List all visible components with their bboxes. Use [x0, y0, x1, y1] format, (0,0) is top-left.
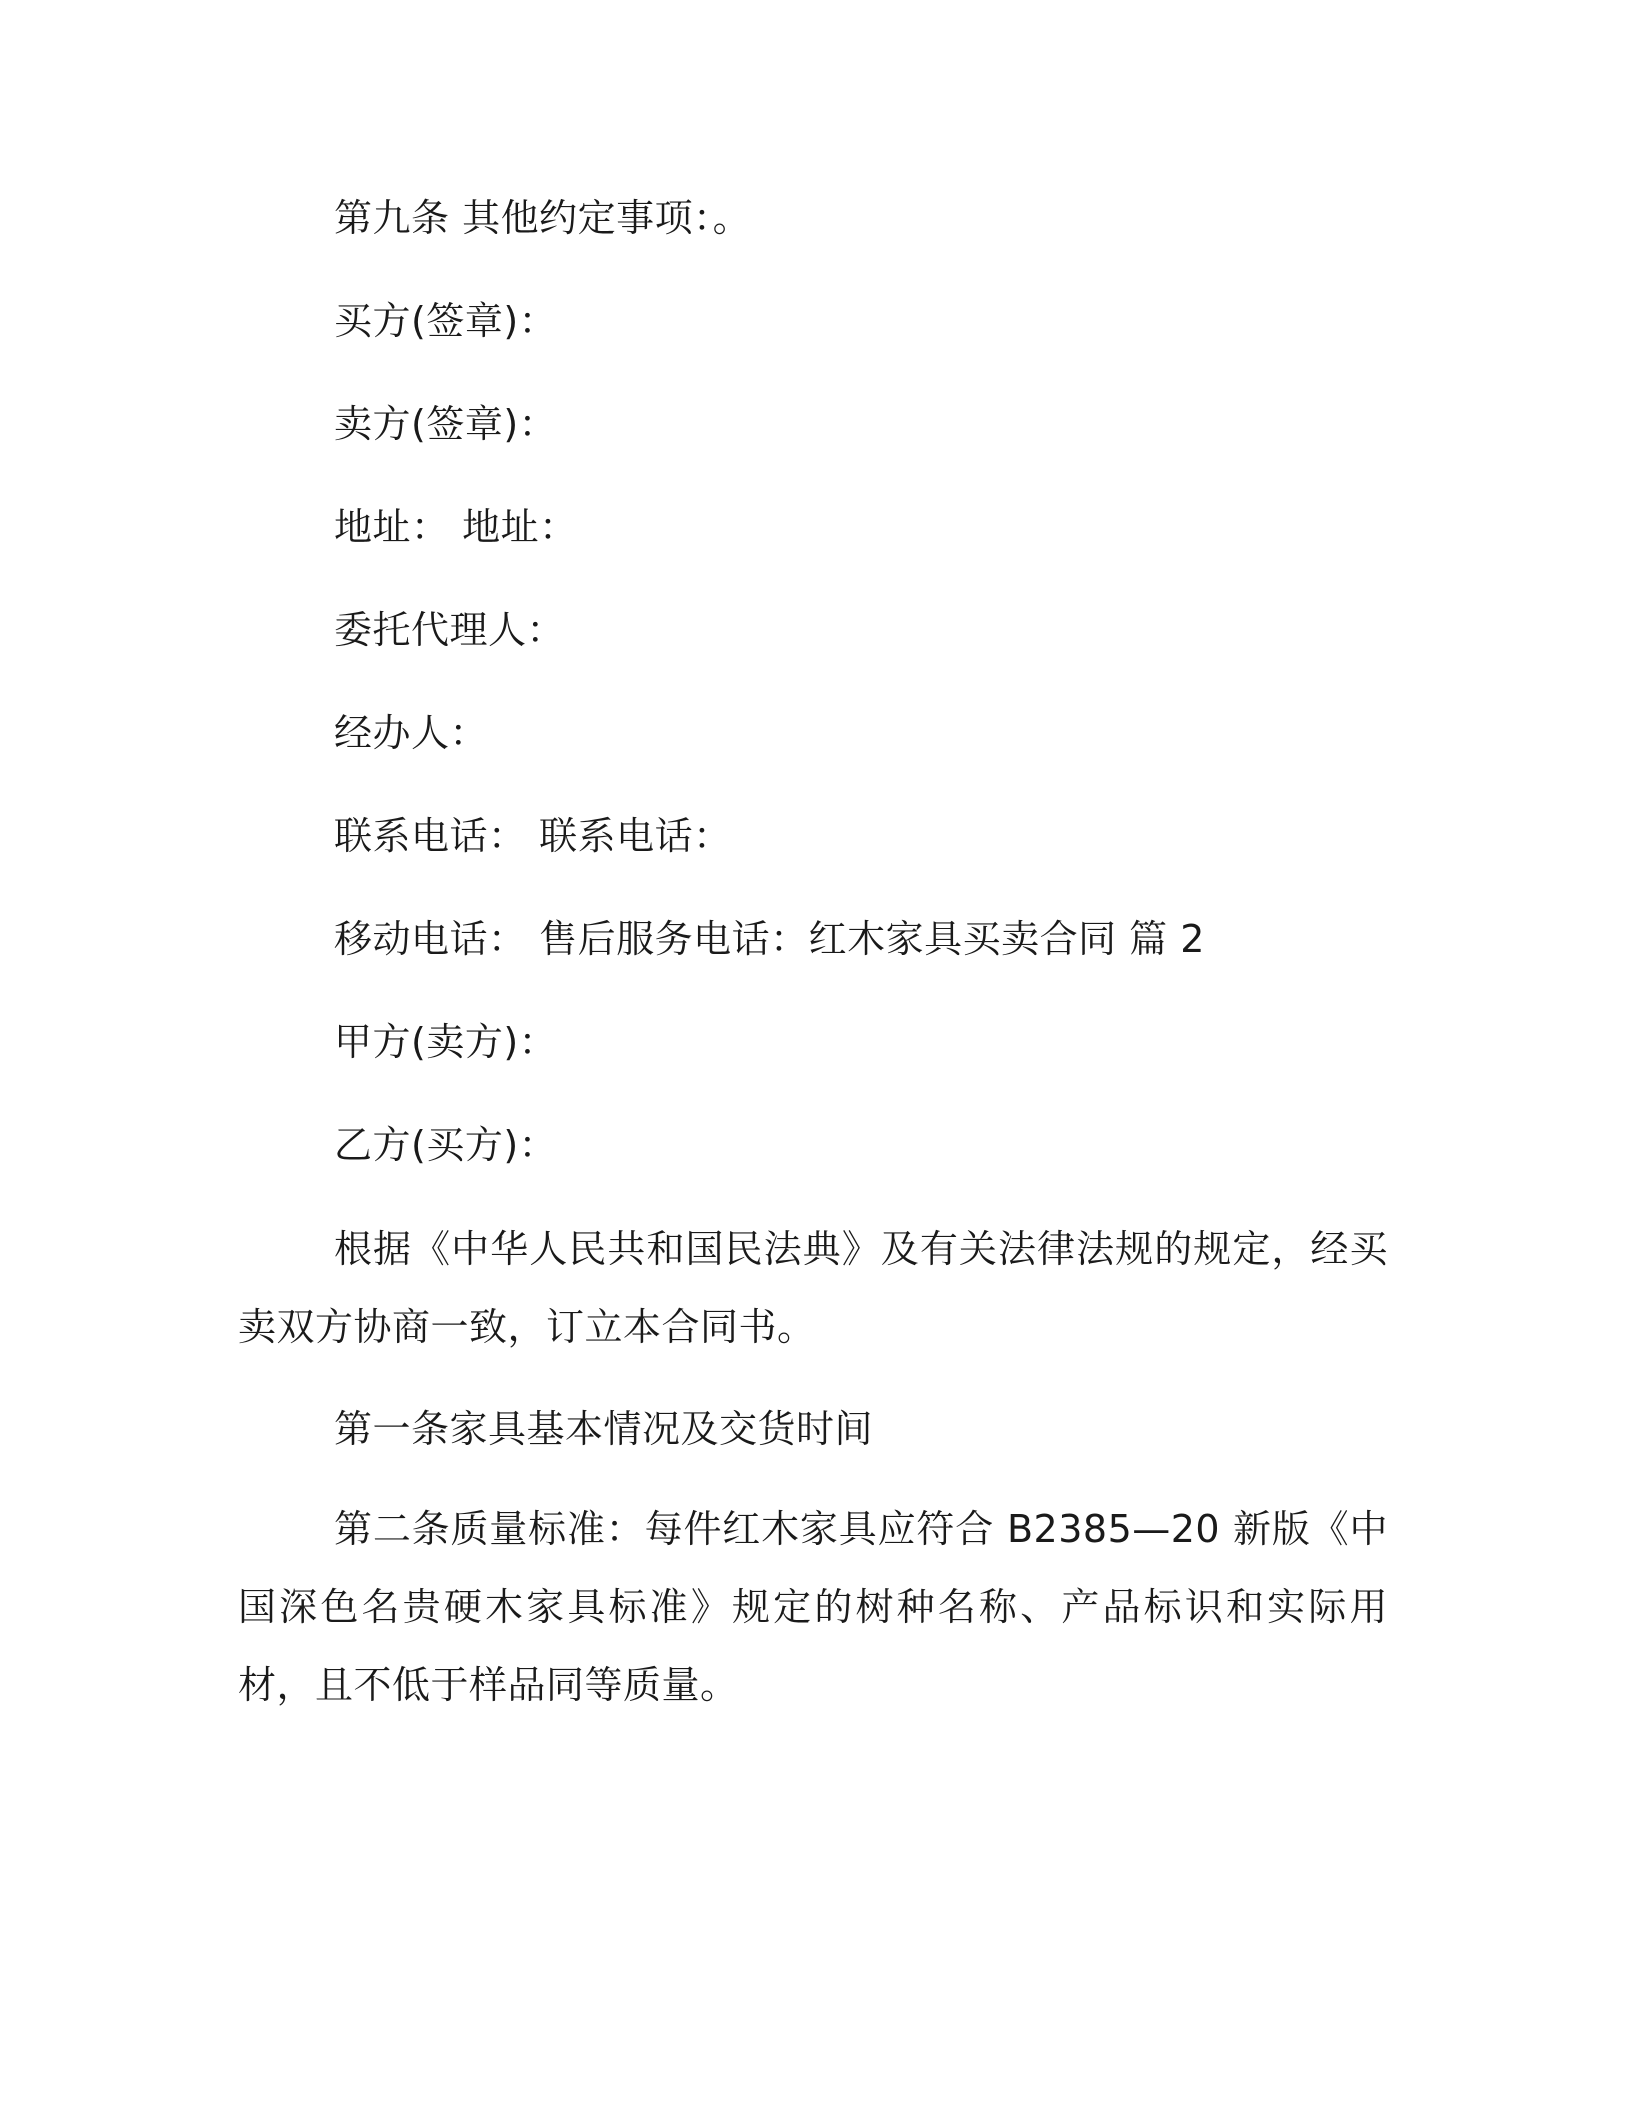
agent-line: 委托代理人： [334, 608, 566, 652]
mobile-phone-line: 移动电话： 售后服务电话：红木家具买卖合同 篇 2 [334, 917, 1205, 961]
seller-signature-line: 卖方(签章)： [334, 402, 558, 446]
basis-paragraph: 根据《中华人民共和国民法典》及有关法律法规的规定，经买卖双方协商一致，订立本合同书。 [238, 1227, 1388, 1349]
address-line: 地址： 地址： [334, 505, 578, 549]
contact-phone-line: 联系电话： 联系电话： [334, 814, 732, 858]
article-nine-line: 第九条 其他约定事项：。 [334, 196, 752, 240]
handler-line: 经办人： [334, 711, 489, 755]
buyer-signature-line: 买方(签章)： [334, 299, 558, 343]
party-a-line: 甲方(卖方)： [334, 1020, 558, 1064]
article-one-heading: 第一条家具基本情况及交货时间 [334, 1407, 874, 1451]
party-b-line: 乙方(买方)： [334, 1123, 558, 1167]
article-two-paragraph: 第二条质量标准：每件红木家具应符合 B2385—20 新版《中国深色名贵硬木家具标准》规定的树种名称、产品标识和实际用材，且不低于样品同等质量。 [238, 1507, 1388, 1707]
